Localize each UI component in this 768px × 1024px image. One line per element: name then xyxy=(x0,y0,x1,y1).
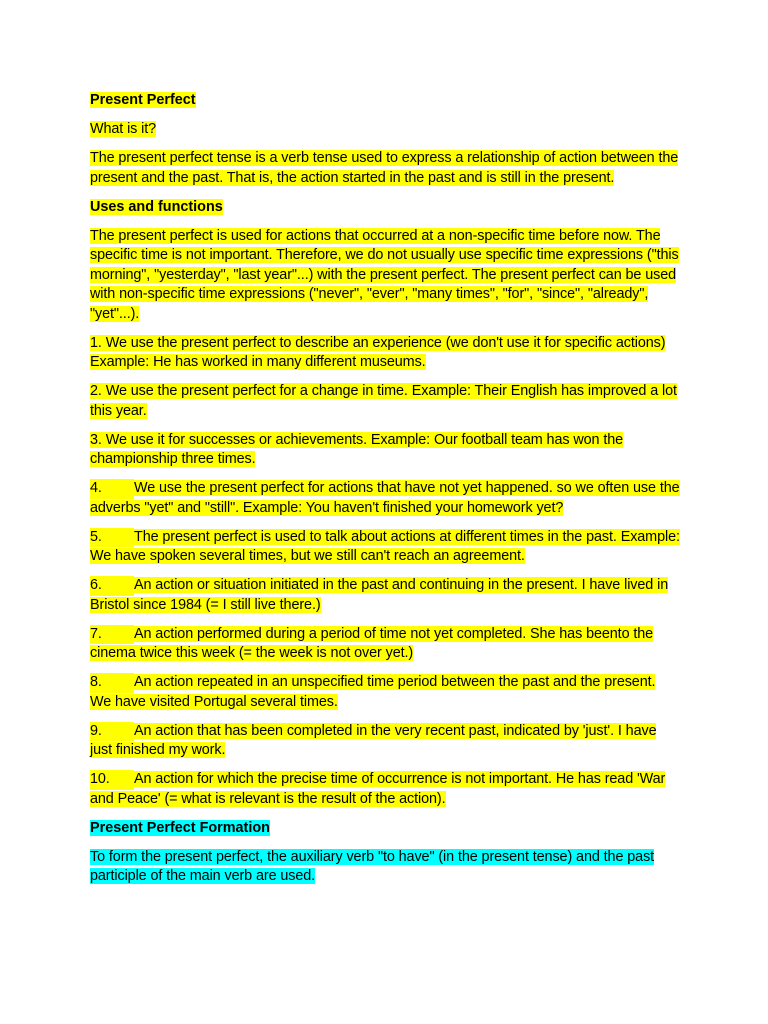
use-item-1 xyxy=(90,334,680,373)
use-item-number: 1. xyxy=(90,334,102,351)
use-item-text: An action repeated in an unspecified time period between the past and the present. We have visited Portugal several times. xyxy=(90,674,656,710)
use-item-2 xyxy=(90,382,680,421)
use-item-number: 4. xyxy=(90,479,134,499)
formation-paragraph xyxy=(90,848,680,887)
heading-present-perfect xyxy=(90,91,680,111)
heading-formation xyxy=(90,819,680,839)
use-item-number: 10. xyxy=(90,770,134,790)
uses-intro-paragraph xyxy=(90,227,680,325)
definition-paragraph xyxy=(90,149,680,188)
use-item-text: We use it for successes or achievements. Example: Our football team has won the championship three times. xyxy=(90,431,624,467)
use-item-4 xyxy=(90,479,680,518)
use-item-number: 7. xyxy=(90,625,134,645)
heading-text: Present Perfect xyxy=(90,92,196,108)
document-page xyxy=(90,91,680,896)
use-item-number: 3. xyxy=(90,431,102,448)
use-item-10 xyxy=(90,770,680,809)
heading-uses-functions xyxy=(90,198,680,218)
use-item-text: An action that has been completed in the very recent past, indicated by 'just'. I have just finished my work. xyxy=(90,722,657,758)
use-item-number: 9. xyxy=(90,722,134,742)
use-item-text: An action for which the precise time of occurrence is not important. He has read 'War and Peace' (= what is relevant is the result of the action). xyxy=(90,771,666,807)
use-item-text: We use the present perfect for a change in time. Example: Their English has improved a lot this year. xyxy=(90,383,677,419)
heading-text: Uses and functions xyxy=(90,198,223,215)
use-item-number: 5. xyxy=(90,528,134,548)
heading-text: Present Perfect Formation xyxy=(90,819,270,836)
formation-text: To form the present perfect, the auxiliary verb "to have" (in the present tense) and the past participle of the main verb are used. xyxy=(90,848,655,884)
use-item-number: 2. xyxy=(90,383,102,399)
use-item-number: 6. xyxy=(90,576,134,596)
what-is-it-text: What is it? xyxy=(90,121,157,137)
use-item-text: An action or situation initiated in the past and continuing in the present. I have lived in Bristol since 1984 (= I still live there.) xyxy=(90,577,669,613)
use-item-3 xyxy=(90,431,680,470)
use-item-9 xyxy=(90,722,680,761)
use-item-text: The present perfect is used to talk about actions at different times in the past. Example: We have spoken several times, but we still can't reach an agreement. xyxy=(90,528,680,564)
use-item-text: An action performed during a period of time not yet completed. She has beento the cinema twice this week (= the week is not over yet.) xyxy=(90,625,654,661)
use-item-text: We use the present perfect for actions that have not yet happened. so we often use the adverbs "yet" and "still". Example: You haven't finished your homework yet? xyxy=(90,480,680,516)
use-item-6 xyxy=(90,576,680,615)
use-item-number: 8. xyxy=(90,673,134,693)
use-item-text: We use the present perfect to describe an experience (we don't use it for specific actions) Example: He has worked in many different museums. xyxy=(90,334,666,370)
use-item-7 xyxy=(90,625,680,664)
uses-intro-text: The present perfect is used for actions that occurred at a non-specific time before now. The specific time is not important. Therefore, we do not usually use specific time expressions ("this morning", "yesterday", "last year"...) with the present perfect. The present perfect can be used with non-specific time expressions ("never", "ever", "many times", "for", "since", "already", "yet"...). xyxy=(90,227,679,322)
use-item-8 xyxy=(90,673,680,712)
use-item-5 xyxy=(90,528,680,567)
definition-text: The present perfect tense is a verb tense used to express a relationship of action between the present and the past. That is, the action started in the past and is still in the present. xyxy=(90,150,679,186)
what-is-it xyxy=(90,120,680,140)
